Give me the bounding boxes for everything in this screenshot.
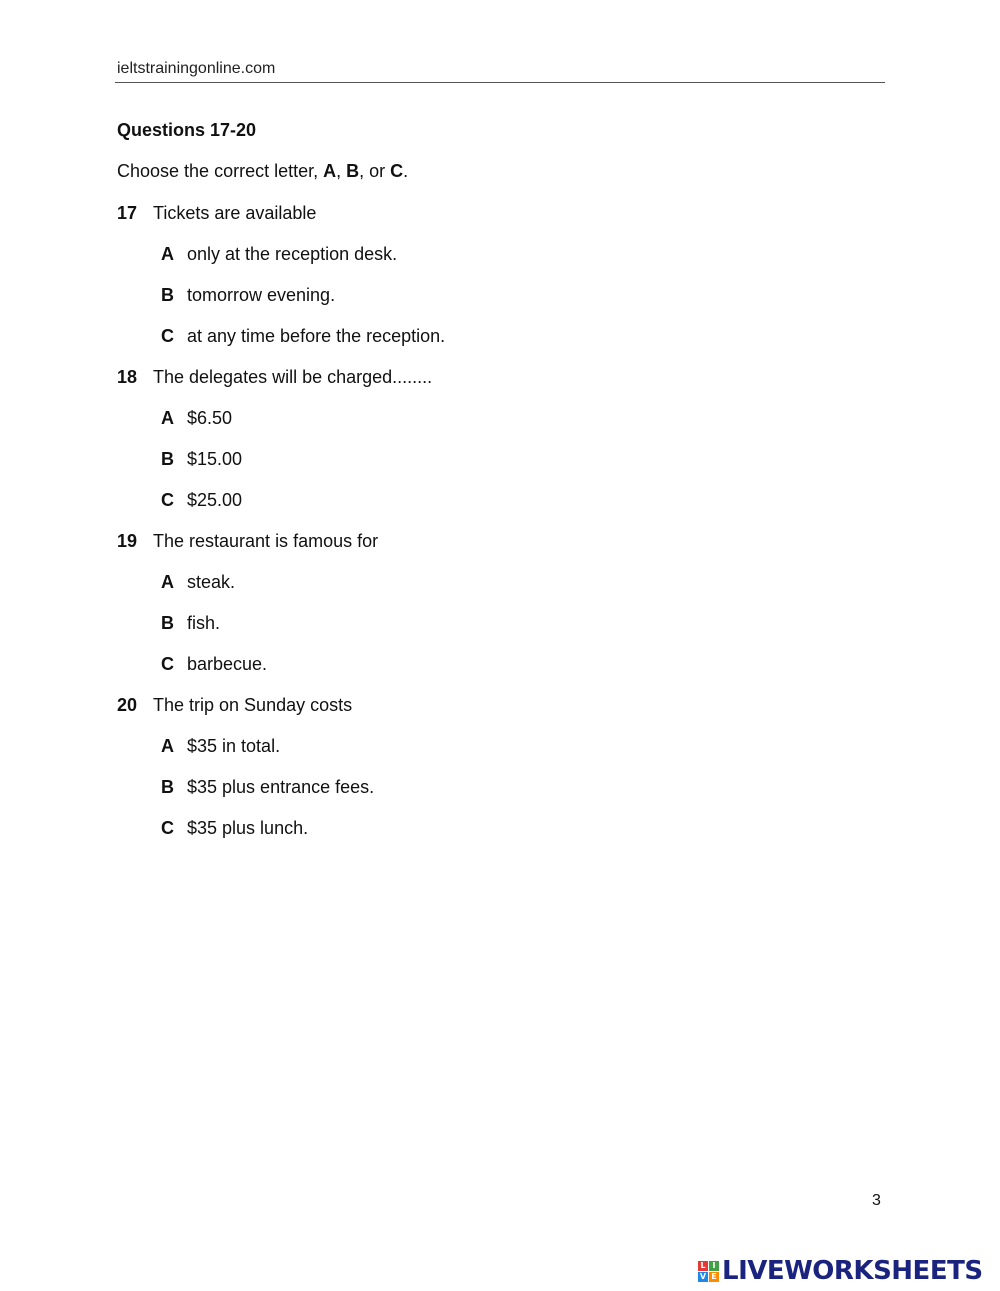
instruction-or: , or (359, 161, 391, 181)
option-letter: A (161, 244, 174, 264)
logo-mark-icon (698, 1261, 719, 1282)
option-text: steak. (187, 572, 236, 592)
option-letter: B (161, 613, 174, 633)
option-letter: B (161, 777, 174, 797)
option-20-a[interactable] (161, 734, 280, 758)
option-text: $35 plus lunch. (187, 818, 309, 838)
instruction-comma: , (336, 161, 347, 181)
option-letter: A (161, 408, 174, 428)
option-text: $35 in total. (187, 736, 281, 756)
option-letter: C (161, 818, 174, 838)
question-text: Tickets are available (153, 203, 317, 223)
option-19-c[interactable] (161, 652, 267, 676)
logo-mark-cell: E (709, 1272, 719, 1282)
option-text: $35 plus entrance fees. (187, 777, 375, 797)
logo-mark-cell: I (709, 1261, 719, 1271)
page-number: 3 (872, 1192, 881, 1209)
option-17-c[interactable] (161, 324, 445, 348)
option-text: barbecue. (187, 654, 268, 674)
section-title: Questions 17-20 (117, 120, 257, 140)
logo-text: LIVEWORKSHEETS (722, 1256, 983, 1286)
option-19-b[interactable] (161, 611, 220, 635)
option-20-c[interactable] (161, 816, 308, 840)
question-text: The delegates will be charged........ (153, 367, 433, 387)
question-number: 19 (117, 531, 138, 551)
option-text: only at the reception desk. (187, 244, 398, 264)
option-letter: A (161, 572, 174, 592)
instruction-letter-c: C (390, 161, 404, 181)
option-18-a[interactable] (161, 406, 232, 430)
option-17-b[interactable] (161, 283, 335, 307)
option-18-c[interactable] (161, 488, 242, 512)
option-letter: B (161, 449, 174, 469)
option-text: at any time before the reception. (187, 326, 446, 346)
option-letter: C (161, 326, 174, 346)
logo-mark-cell: V (699, 1271, 707, 1281)
option-letter: C (161, 654, 174, 674)
instruction (117, 161, 408, 182)
option-text: fish. (187, 613, 221, 633)
question-20 (117, 693, 352, 717)
instruction-prefix: Choose the correct letter, (117, 161, 324, 181)
question-number: 20 (117, 695, 138, 715)
site-header: ieltstrainingonline.com (117, 60, 276, 77)
question-number: 17 (117, 203, 138, 223)
option-letter: B (161, 285, 174, 305)
instruction-letter-b: B (346, 161, 360, 181)
option-17-a[interactable] (161, 242, 397, 266)
logo-mark-cell: L (698, 1261, 708, 1271)
question-18 (117, 365, 432, 389)
option-19-a[interactable] (161, 570, 235, 594)
question-text: The trip on Sunday costs (153, 695, 353, 715)
instruction-period: . (403, 161, 409, 181)
question-text: The restaurant is famous for (153, 531, 379, 551)
option-text: tomorrow evening. (187, 285, 336, 305)
option-20-b[interactable] (161, 775, 374, 799)
option-text: $15.00 (187, 449, 243, 469)
instruction-letter-a: A (323, 161, 337, 181)
liveworksheets-logo[interactable] (698, 1256, 983, 1286)
header-divider (115, 82, 885, 83)
question-17 (117, 201, 316, 225)
option-letter: C (161, 490, 174, 510)
question-number: 18 (117, 367, 138, 387)
option-text: $25.00 (187, 490, 243, 510)
question-19 (117, 529, 378, 553)
option-letter: A (161, 736, 174, 756)
option-18-b[interactable] (161, 447, 242, 471)
option-text: $6.50 (187, 408, 233, 428)
